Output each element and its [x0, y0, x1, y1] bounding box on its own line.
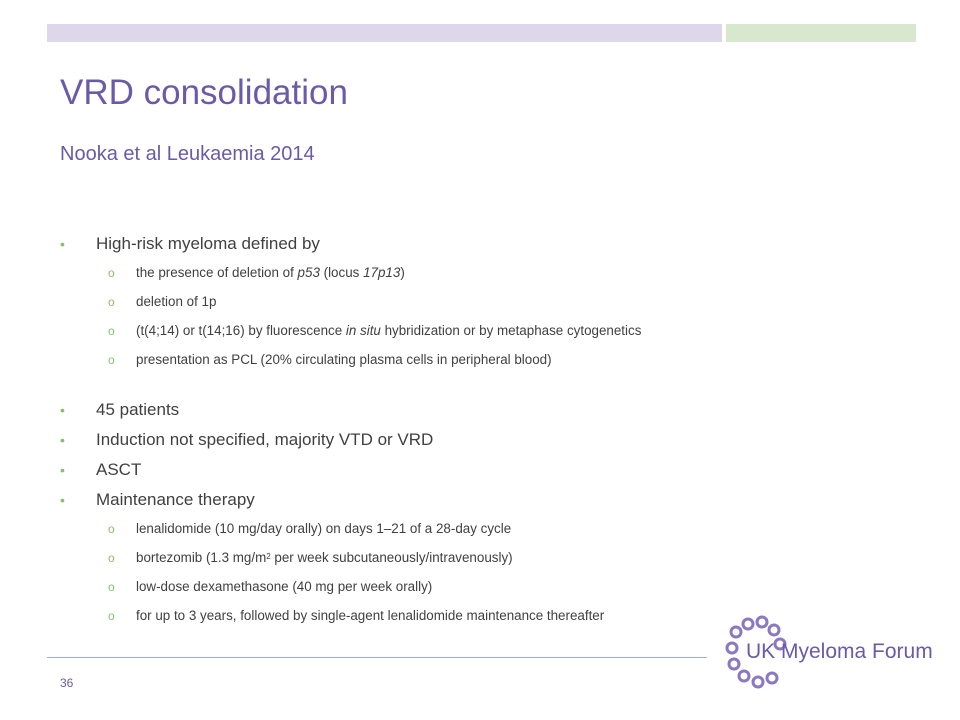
- bullet-maintenance: • Maintenance therapy: [60, 488, 920, 518]
- sub-bullet-icon: o: [108, 266, 115, 280]
- header-bar-right: [726, 24, 916, 42]
- sub-bullet-icon: o: [108, 324, 115, 338]
- header-bar-left: [47, 24, 722, 42]
- sub-bullet-translocation: o (t(4;14) or t(14;16) by fluorescence in situ hybridization or by metaphase cytogenetics: [60, 320, 920, 349]
- sub-bullet-p53: o the presence of deletion of p53 (locus 17p13): [60, 262, 920, 291]
- sub-bullet-pcl: o presentation as PCL (20% circulating plasma cells in peripheral blood): [60, 349, 920, 378]
- slide-content: [60, 232, 920, 634]
- bullet-icon: •: [60, 492, 65, 508]
- bullet-icon: •: [60, 432, 65, 448]
- sub-bullet-1p: o deletion of 1p: [60, 291, 920, 320]
- sub-bullet-icon: o: [108, 353, 115, 367]
- sub-bullet-icon: o: [108, 295, 115, 309]
- bullet-icon: •: [60, 402, 65, 418]
- bullet-asct: • ASCT: [60, 458, 920, 488]
- sub-bullet-duration: o for up to 3 years, followed by single-agent lenalidomide maintenance thereafter: [60, 605, 920, 634]
- bullet-icon: •: [60, 236, 65, 252]
- sub-bullet-icon: o: [108, 522, 115, 536]
- bullet-induction: • Induction not specified, majority VTD or VRD: [60, 428, 920, 458]
- bullet-high-risk: [60, 232, 920, 262]
- sub-bullet-bortezomib: o bortezomib (1.3 $mg/m^2$ per week subcutaneously/intravenously): [60, 547, 920, 576]
- sub-bullet-icon: o: [108, 609, 115, 623]
- sub-bullet-dexamethasone: o low-dose dexamethasone (40 mg per week orally): [60, 576, 920, 605]
- footer-divider: [47, 657, 707, 658]
- bullet-patients: • 45 patients: [60, 398, 920, 428]
- slide-subtitle: Nooka et al Leukaemia 2014: [60, 143, 315, 165]
- slide-title: VRD consolidation: [60, 73, 348, 112]
- logo-text: UK Myeloma Forum: [746, 640, 933, 663]
- bullet-icon: •: [60, 462, 65, 478]
- bullet-text: High-risk myeloma defined by: [96, 234, 320, 253]
- page-number: 36: [60, 676, 74, 690]
- sub-bullet-icon: o: [108, 580, 115, 594]
- sub-bullet-lenalidomide: o lenalidomide (10 mg/day orally) on days 1–21 of a 28-day cycle: [60, 518, 920, 547]
- sub-bullet-icon: o: [108, 551, 115, 565]
